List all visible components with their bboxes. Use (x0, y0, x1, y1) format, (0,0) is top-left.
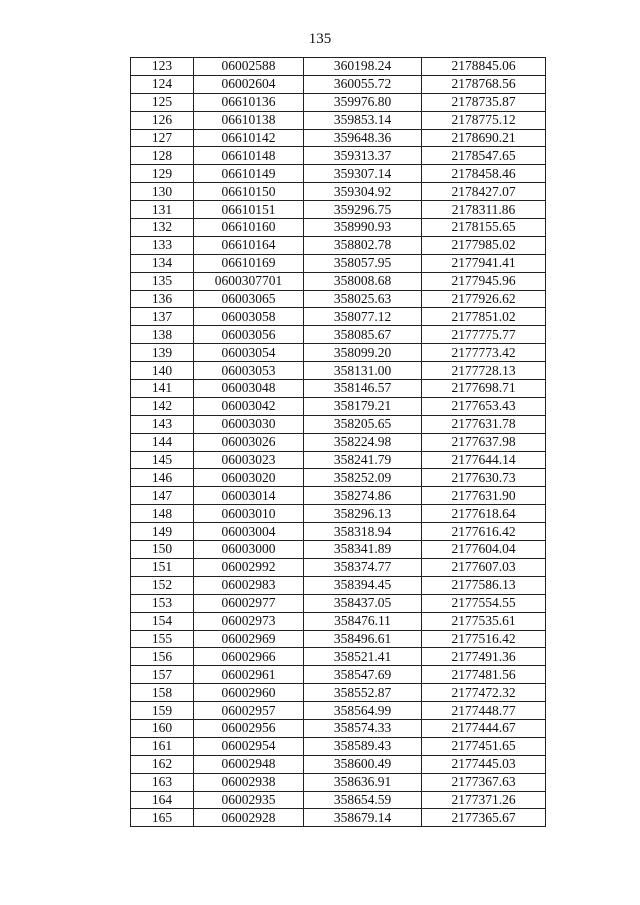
table-row (131, 308, 546, 326)
row-index-cell: 126 (131, 111, 194, 129)
table-row (131, 58, 546, 76)
x-coordinate-cell: 358521.41 (304, 648, 422, 666)
x-coordinate-cell: 358547.69 (304, 666, 422, 684)
row-index-cell: 158 (131, 684, 194, 702)
point-id-cell: 06003030 (194, 415, 304, 433)
table-row (131, 397, 546, 415)
point-id-cell: 06002992 (194, 558, 304, 576)
table-row (131, 702, 546, 720)
table-row (131, 612, 546, 630)
x-coordinate-cell: 360055.72 (304, 75, 422, 93)
y-coordinate-cell: 2177618.64 (422, 505, 546, 523)
table-row (131, 684, 546, 702)
point-id-cell: 06003048 (194, 380, 304, 398)
point-id-cell: 06003054 (194, 344, 304, 362)
row-index-cell: 152 (131, 576, 194, 594)
y-coordinate-cell: 2177371.26 (422, 791, 546, 809)
row-index-cell: 163 (131, 773, 194, 791)
point-id-cell: 06002977 (194, 594, 304, 612)
point-id-cell: 06003042 (194, 397, 304, 415)
table-row (131, 809, 546, 827)
row-index-cell: 157 (131, 666, 194, 684)
row-index-cell: 150 (131, 541, 194, 559)
x-coordinate-cell: 358496.61 (304, 630, 422, 648)
x-coordinate-cell: 358564.99 (304, 702, 422, 720)
table-row (131, 165, 546, 183)
row-index-cell: 145 (131, 451, 194, 469)
y-coordinate-cell: 2178735.87 (422, 93, 546, 111)
y-coordinate-cell: 2177631.90 (422, 487, 546, 505)
y-coordinate-cell: 2177365.67 (422, 809, 546, 827)
table-row (131, 147, 546, 165)
x-coordinate-cell: 358654.59 (304, 791, 422, 809)
point-id-cell: 06610142 (194, 129, 304, 147)
table-row (131, 719, 546, 737)
x-coordinate-cell: 358296.13 (304, 505, 422, 523)
x-coordinate-cell: 358205.65 (304, 415, 422, 433)
x-coordinate-cell: 358802.78 (304, 236, 422, 254)
row-index-cell: 128 (131, 147, 194, 165)
row-index-cell: 131 (131, 201, 194, 219)
x-coordinate-cell: 358252.09 (304, 469, 422, 487)
point-id-cell: 06002928 (194, 809, 304, 827)
y-coordinate-cell: 2177985.02 (422, 236, 546, 254)
table-row (131, 344, 546, 362)
x-coordinate-cell: 358552.87 (304, 684, 422, 702)
x-coordinate-cell: 358179.21 (304, 397, 422, 415)
point-id-cell: 06003010 (194, 505, 304, 523)
coordinates-table-body (131, 58, 546, 827)
table-row (131, 111, 546, 129)
row-index-cell: 130 (131, 183, 194, 201)
table-row (131, 773, 546, 791)
x-coordinate-cell: 358476.11 (304, 612, 422, 630)
point-id-cell: 06002588 (194, 58, 304, 76)
row-index-cell: 164 (131, 791, 194, 809)
row-index-cell: 161 (131, 737, 194, 755)
x-coordinate-cell: 358025.63 (304, 290, 422, 308)
y-coordinate-cell: 2178427.07 (422, 183, 546, 201)
y-coordinate-cell: 2178845.06 (422, 58, 546, 76)
point-id-cell: 06002969 (194, 630, 304, 648)
row-index-cell: 143 (131, 415, 194, 433)
table-row (131, 254, 546, 272)
x-coordinate-cell: 358241.79 (304, 451, 422, 469)
x-coordinate-cell: 359307.14 (304, 165, 422, 183)
y-coordinate-cell: 2177586.13 (422, 576, 546, 594)
y-coordinate-cell: 2177472.32 (422, 684, 546, 702)
x-coordinate-cell: 358437.05 (304, 594, 422, 612)
x-coordinate-cell: 358131.00 (304, 362, 422, 380)
table-row (131, 755, 546, 773)
row-index-cell: 147 (131, 487, 194, 505)
point-id-cell: 06610149 (194, 165, 304, 183)
row-index-cell: 148 (131, 505, 194, 523)
row-index-cell: 134 (131, 254, 194, 272)
x-coordinate-cell: 358374.77 (304, 558, 422, 576)
coordinates-table (130, 57, 546, 827)
y-coordinate-cell: 2177851.02 (422, 308, 546, 326)
y-coordinate-cell: 2178547.65 (422, 147, 546, 165)
row-index-cell: 127 (131, 129, 194, 147)
x-coordinate-cell: 359304.92 (304, 183, 422, 201)
point-id-cell: 06003000 (194, 541, 304, 559)
table-row (131, 129, 546, 147)
y-coordinate-cell: 2177554.55 (422, 594, 546, 612)
point-id-cell: 06002935 (194, 791, 304, 809)
point-id-cell: 06002954 (194, 737, 304, 755)
table-row (131, 541, 546, 559)
point-id-cell: 06003014 (194, 487, 304, 505)
point-id-cell: 06002961 (194, 666, 304, 684)
x-coordinate-cell: 358341.89 (304, 541, 422, 559)
row-index-cell: 153 (131, 594, 194, 612)
table-row (131, 75, 546, 93)
table-row (131, 326, 546, 344)
row-index-cell: 146 (131, 469, 194, 487)
table-row (131, 433, 546, 451)
point-id-cell: 06610164 (194, 236, 304, 254)
row-index-cell: 139 (131, 344, 194, 362)
table-row (131, 523, 546, 541)
x-coordinate-cell: 359313.37 (304, 147, 422, 165)
y-coordinate-cell: 2178458.46 (422, 165, 546, 183)
y-coordinate-cell: 2177481.56 (422, 666, 546, 684)
x-coordinate-cell: 358224.98 (304, 433, 422, 451)
y-coordinate-cell: 2177644.14 (422, 451, 546, 469)
y-coordinate-cell: 2177637.98 (422, 433, 546, 451)
x-coordinate-cell: 358679.14 (304, 809, 422, 827)
table-row (131, 380, 546, 398)
x-coordinate-cell: 358636.91 (304, 773, 422, 791)
x-coordinate-cell: 358085.67 (304, 326, 422, 344)
x-coordinate-cell: 358600.49 (304, 755, 422, 773)
y-coordinate-cell: 2177773.42 (422, 344, 546, 362)
table-row (131, 791, 546, 809)
x-coordinate-cell: 358394.45 (304, 576, 422, 594)
point-id-cell: 06003004 (194, 523, 304, 541)
table-row (131, 558, 546, 576)
y-coordinate-cell: 2177451.65 (422, 737, 546, 755)
point-id-cell: 06003020 (194, 469, 304, 487)
table-row (131, 487, 546, 505)
x-coordinate-cell: 360198.24 (304, 58, 422, 76)
table-row (131, 290, 546, 308)
y-coordinate-cell: 2177630.73 (422, 469, 546, 487)
y-coordinate-cell: 2177367.63 (422, 773, 546, 791)
x-coordinate-cell: 358146.57 (304, 380, 422, 398)
row-index-cell: 155 (131, 630, 194, 648)
row-index-cell: 151 (131, 558, 194, 576)
y-coordinate-cell: 2177607.03 (422, 558, 546, 576)
point-id-cell: 0600307701 (194, 272, 304, 290)
row-index-cell: 165 (131, 809, 194, 827)
y-coordinate-cell: 2177926.62 (422, 290, 546, 308)
x-coordinate-cell: 358057.95 (304, 254, 422, 272)
x-coordinate-cell: 358574.33 (304, 719, 422, 737)
x-coordinate-cell: 358274.86 (304, 487, 422, 505)
row-index-cell: 132 (131, 219, 194, 237)
y-coordinate-cell: 2177445.03 (422, 755, 546, 773)
point-id-cell: 06002973 (194, 612, 304, 630)
y-coordinate-cell: 2177631.78 (422, 415, 546, 433)
row-index-cell: 133 (131, 236, 194, 254)
point-id-cell: 06003065 (194, 290, 304, 308)
row-index-cell: 137 (131, 308, 194, 326)
table-row (131, 737, 546, 755)
point-id-cell: 06610148 (194, 147, 304, 165)
point-id-cell: 06610160 (194, 219, 304, 237)
point-id-cell: 06003026 (194, 433, 304, 451)
y-coordinate-cell: 2178155.65 (422, 219, 546, 237)
row-index-cell: 160 (131, 719, 194, 737)
y-coordinate-cell: 2177653.43 (422, 397, 546, 415)
row-index-cell: 149 (131, 523, 194, 541)
y-coordinate-cell: 2177516.42 (422, 630, 546, 648)
x-coordinate-cell: 358077.12 (304, 308, 422, 326)
y-coordinate-cell: 2178775.12 (422, 111, 546, 129)
table-row (131, 183, 546, 201)
point-id-cell: 06002983 (194, 576, 304, 594)
point-id-cell: 06003056 (194, 326, 304, 344)
row-index-cell: 141 (131, 380, 194, 398)
point-id-cell: 06003053 (194, 362, 304, 380)
table-row (131, 505, 546, 523)
row-index-cell: 144 (131, 433, 194, 451)
table-row (131, 469, 546, 487)
point-id-cell: 06610169 (194, 254, 304, 272)
row-index-cell: 140 (131, 362, 194, 380)
x-coordinate-cell: 359853.14 (304, 111, 422, 129)
x-coordinate-cell: 359648.36 (304, 129, 422, 147)
point-id-cell: 06002957 (194, 702, 304, 720)
table-row (131, 415, 546, 433)
y-coordinate-cell: 2178690.21 (422, 129, 546, 147)
point-id-cell: 06610138 (194, 111, 304, 129)
y-coordinate-cell: 2177491.36 (422, 648, 546, 666)
x-coordinate-cell: 359976.80 (304, 93, 422, 111)
y-coordinate-cell: 2178311.86 (422, 201, 546, 219)
y-coordinate-cell: 2177535.61 (422, 612, 546, 630)
row-index-cell: 136 (131, 290, 194, 308)
table-row (131, 648, 546, 666)
row-index-cell: 129 (131, 165, 194, 183)
page-number: 135 (308, 31, 332, 47)
row-index-cell: 138 (131, 326, 194, 344)
point-id-cell: 06003023 (194, 451, 304, 469)
table-row (131, 594, 546, 612)
x-coordinate-cell: 358008.68 (304, 272, 422, 290)
row-index-cell: 156 (131, 648, 194, 666)
table-row (131, 362, 546, 380)
table-row (131, 272, 546, 290)
x-coordinate-cell: 358318.94 (304, 523, 422, 541)
row-index-cell: 154 (131, 612, 194, 630)
table-row (131, 219, 546, 237)
row-index-cell: 135 (131, 272, 194, 290)
table-row (131, 236, 546, 254)
row-index-cell: 142 (131, 397, 194, 415)
x-coordinate-cell: 358589.43 (304, 737, 422, 755)
y-coordinate-cell: 2177728.13 (422, 362, 546, 380)
point-id-cell: 06610150 (194, 183, 304, 201)
row-index-cell: 123 (131, 58, 194, 76)
point-id-cell: 06002960 (194, 684, 304, 702)
table-row (131, 666, 546, 684)
y-coordinate-cell: 2177941.41 (422, 254, 546, 272)
point-id-cell: 06002604 (194, 75, 304, 93)
x-coordinate-cell: 358990.93 (304, 219, 422, 237)
table-row (131, 93, 546, 111)
row-index-cell: 124 (131, 75, 194, 93)
point-id-cell: 06002938 (194, 773, 304, 791)
x-coordinate-cell: 359296.75 (304, 201, 422, 219)
point-id-cell: 06003058 (194, 308, 304, 326)
table-row (131, 451, 546, 469)
y-coordinate-cell: 2177444.67 (422, 719, 546, 737)
row-index-cell: 125 (131, 93, 194, 111)
table-row (131, 201, 546, 219)
y-coordinate-cell: 2177616.42 (422, 523, 546, 541)
y-coordinate-cell: 2177698.71 (422, 380, 546, 398)
y-coordinate-cell: 2177448.77 (422, 702, 546, 720)
y-coordinate-cell: 2177775.77 (422, 326, 546, 344)
point-id-cell: 06002948 (194, 755, 304, 773)
table-row (131, 576, 546, 594)
point-id-cell: 06610136 (194, 93, 304, 111)
point-id-cell: 06002956 (194, 719, 304, 737)
y-coordinate-cell: 2177945.96 (422, 272, 546, 290)
y-coordinate-cell: 2177604.04 (422, 541, 546, 559)
point-id-cell: 06002966 (194, 648, 304, 666)
row-index-cell: 159 (131, 702, 194, 720)
x-coordinate-cell: 358099.20 (304, 344, 422, 362)
row-index-cell: 162 (131, 755, 194, 773)
y-coordinate-cell: 2178768.56 (422, 75, 546, 93)
point-id-cell: 06610151 (194, 201, 304, 219)
table-row (131, 630, 546, 648)
